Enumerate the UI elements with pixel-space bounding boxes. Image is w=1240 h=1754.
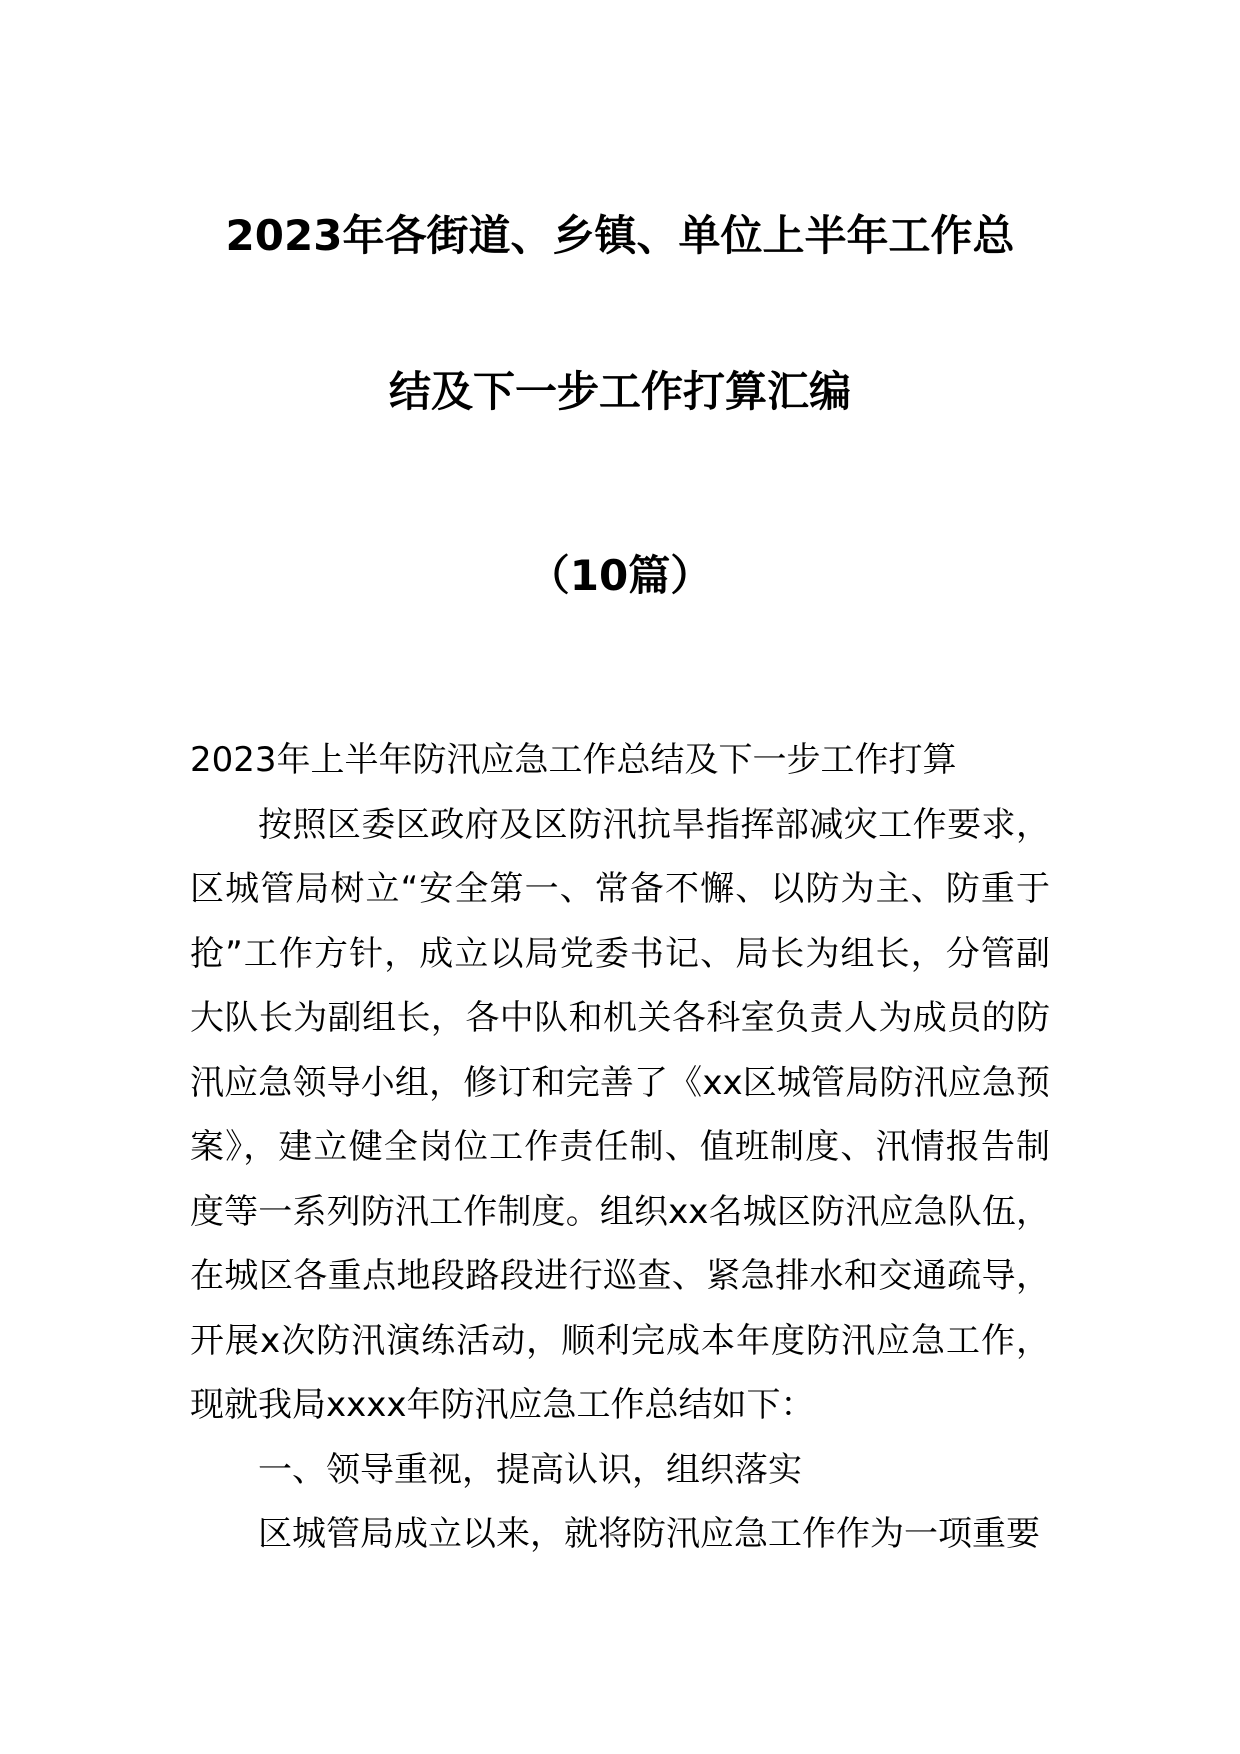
document-body bbox=[190, 728, 1050, 1567]
document-title-count: （10篇） bbox=[527, 551, 713, 600]
section-heading: 一、领导重视，提高认识，组织落实 bbox=[258, 1449, 802, 1490]
body-paragraph: 区城管局成立以来，就将防汛应急工作作为一项重要 bbox=[258, 1514, 1040, 1554]
section-subtitle: 2023年上半年防汛应急工作总结及下一步工作打算 bbox=[190, 740, 957, 780]
body-paragraph: 按照区委区政府及区防汛抗旱指挥部减灾工作要求，区城管局树立“安全第一、常备不懈、以防为主、防重于抢”工作方针，成立以局党委书记、局长为组长，分管副大队长为副组长，各中队和机关各科室负责人为成员的防汛应急领导小组，修订和完善了《xx区城管局防汛应急预案》，建立健全岗位工作责任制、值班制度、汛情报告制度等一系列防汛工作制度。组织xx名城区防汛应急队伍，在城区各重点地段路段进行巡查、紧急排水和交通疏导，开展x次防汛演练活动，顺利完成本年度防汛应急工作，现就我局xxxx年防汛应急工作总结如下： bbox=[190, 804, 1050, 1425]
document-title-line-2: 结及下一步工作打算汇编 bbox=[388, 367, 851, 416]
document-title-line-1: 2023年各街道、乡镇、单位上半年工作总 bbox=[225, 211, 1015, 260]
